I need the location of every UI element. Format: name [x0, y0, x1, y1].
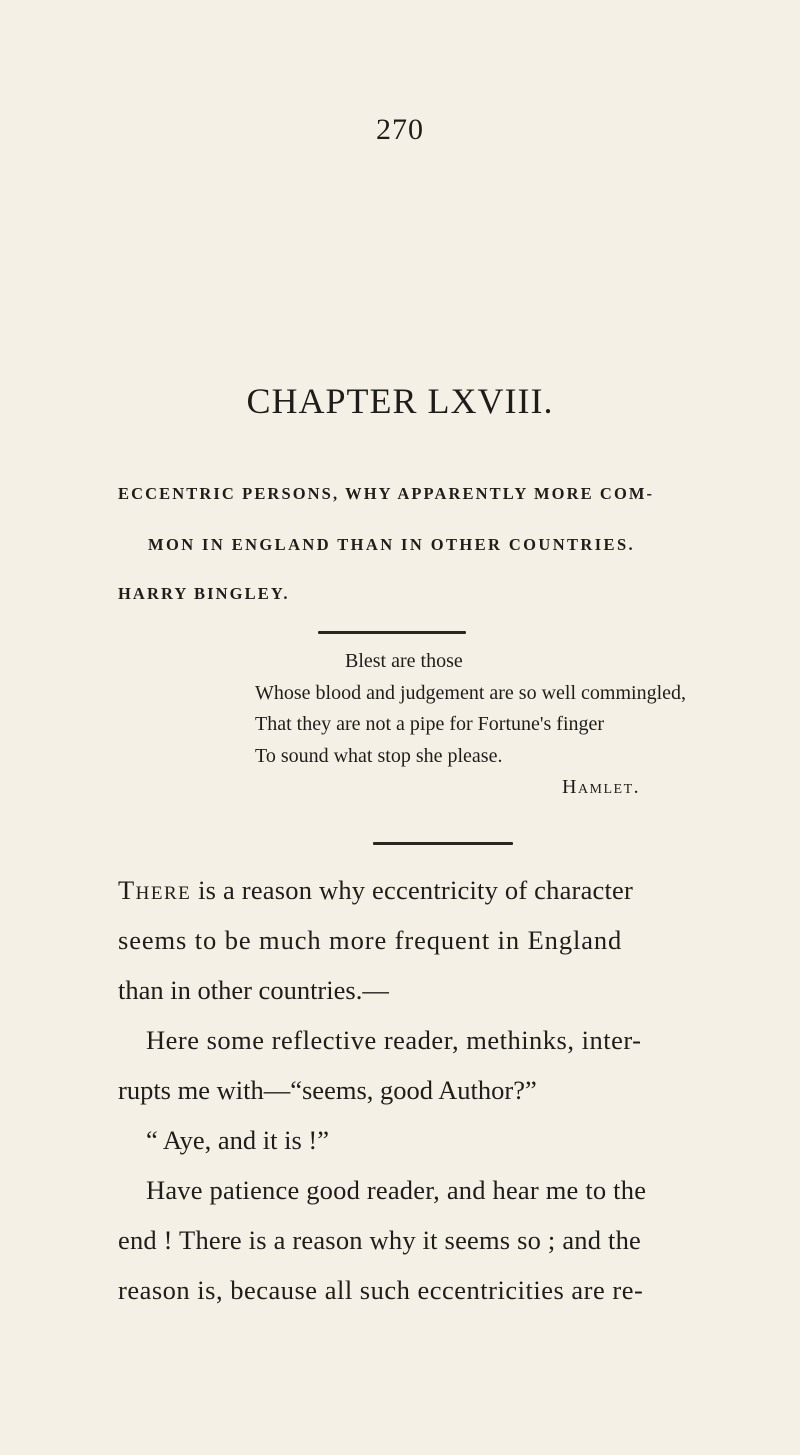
chapter-synopsis-line: HARRY BINGLEY.: [118, 584, 290, 603]
body-text-line: reason is, because all such eccentricities are re-: [118, 1275, 644, 1305]
chapter-synopsis-line: ECCENTRIC PERSONS, WHY APPARENTLY MORE COM-: [118, 484, 655, 503]
body-text-line: rupts me with—“seems, good Author?”: [118, 1075, 537, 1105]
epigraph-line: Whose blood and judgement are so well commingled,: [255, 682, 687, 704]
epigraph-line: To sound what stop she please.: [255, 745, 503, 767]
body-text-line: seems to be much more frequent in England: [118, 925, 623, 955]
body-text-line: [118, 875, 633, 906]
epigraph-line: Blest are those: [345, 650, 463, 672]
divider-rule: [373, 842, 513, 845]
chapter-title: CHAPTER LXVIII.: [246, 381, 554, 421]
body-text-line: Here some reflective reader, methinks, inter-: [146, 1025, 642, 1055]
body-first-word: There: [118, 875, 192, 905]
body-text-line: than in other countries.—: [118, 975, 389, 1005]
chapter-synopsis-line: MON IN ENGLAND THAN IN OTHER COUNTRIES.: [148, 535, 636, 554]
page-number: 270: [376, 113, 424, 146]
body-text-line: Have patience good reader, and hear me to the: [146, 1175, 647, 1205]
epigraph-attribution: Hamlet.: [562, 776, 641, 798]
divider-rule: [318, 631, 466, 634]
body-text-fragment: is a reason why eccentricity of character: [191, 875, 634, 905]
body-text-line: end ! There is a reason why it seems so ; and the: [118, 1225, 641, 1255]
body-text-line: “ Aye, and it is !”: [146, 1125, 330, 1155]
epigraph-line: That they are not a pipe for Fortune's finger: [255, 713, 605, 735]
